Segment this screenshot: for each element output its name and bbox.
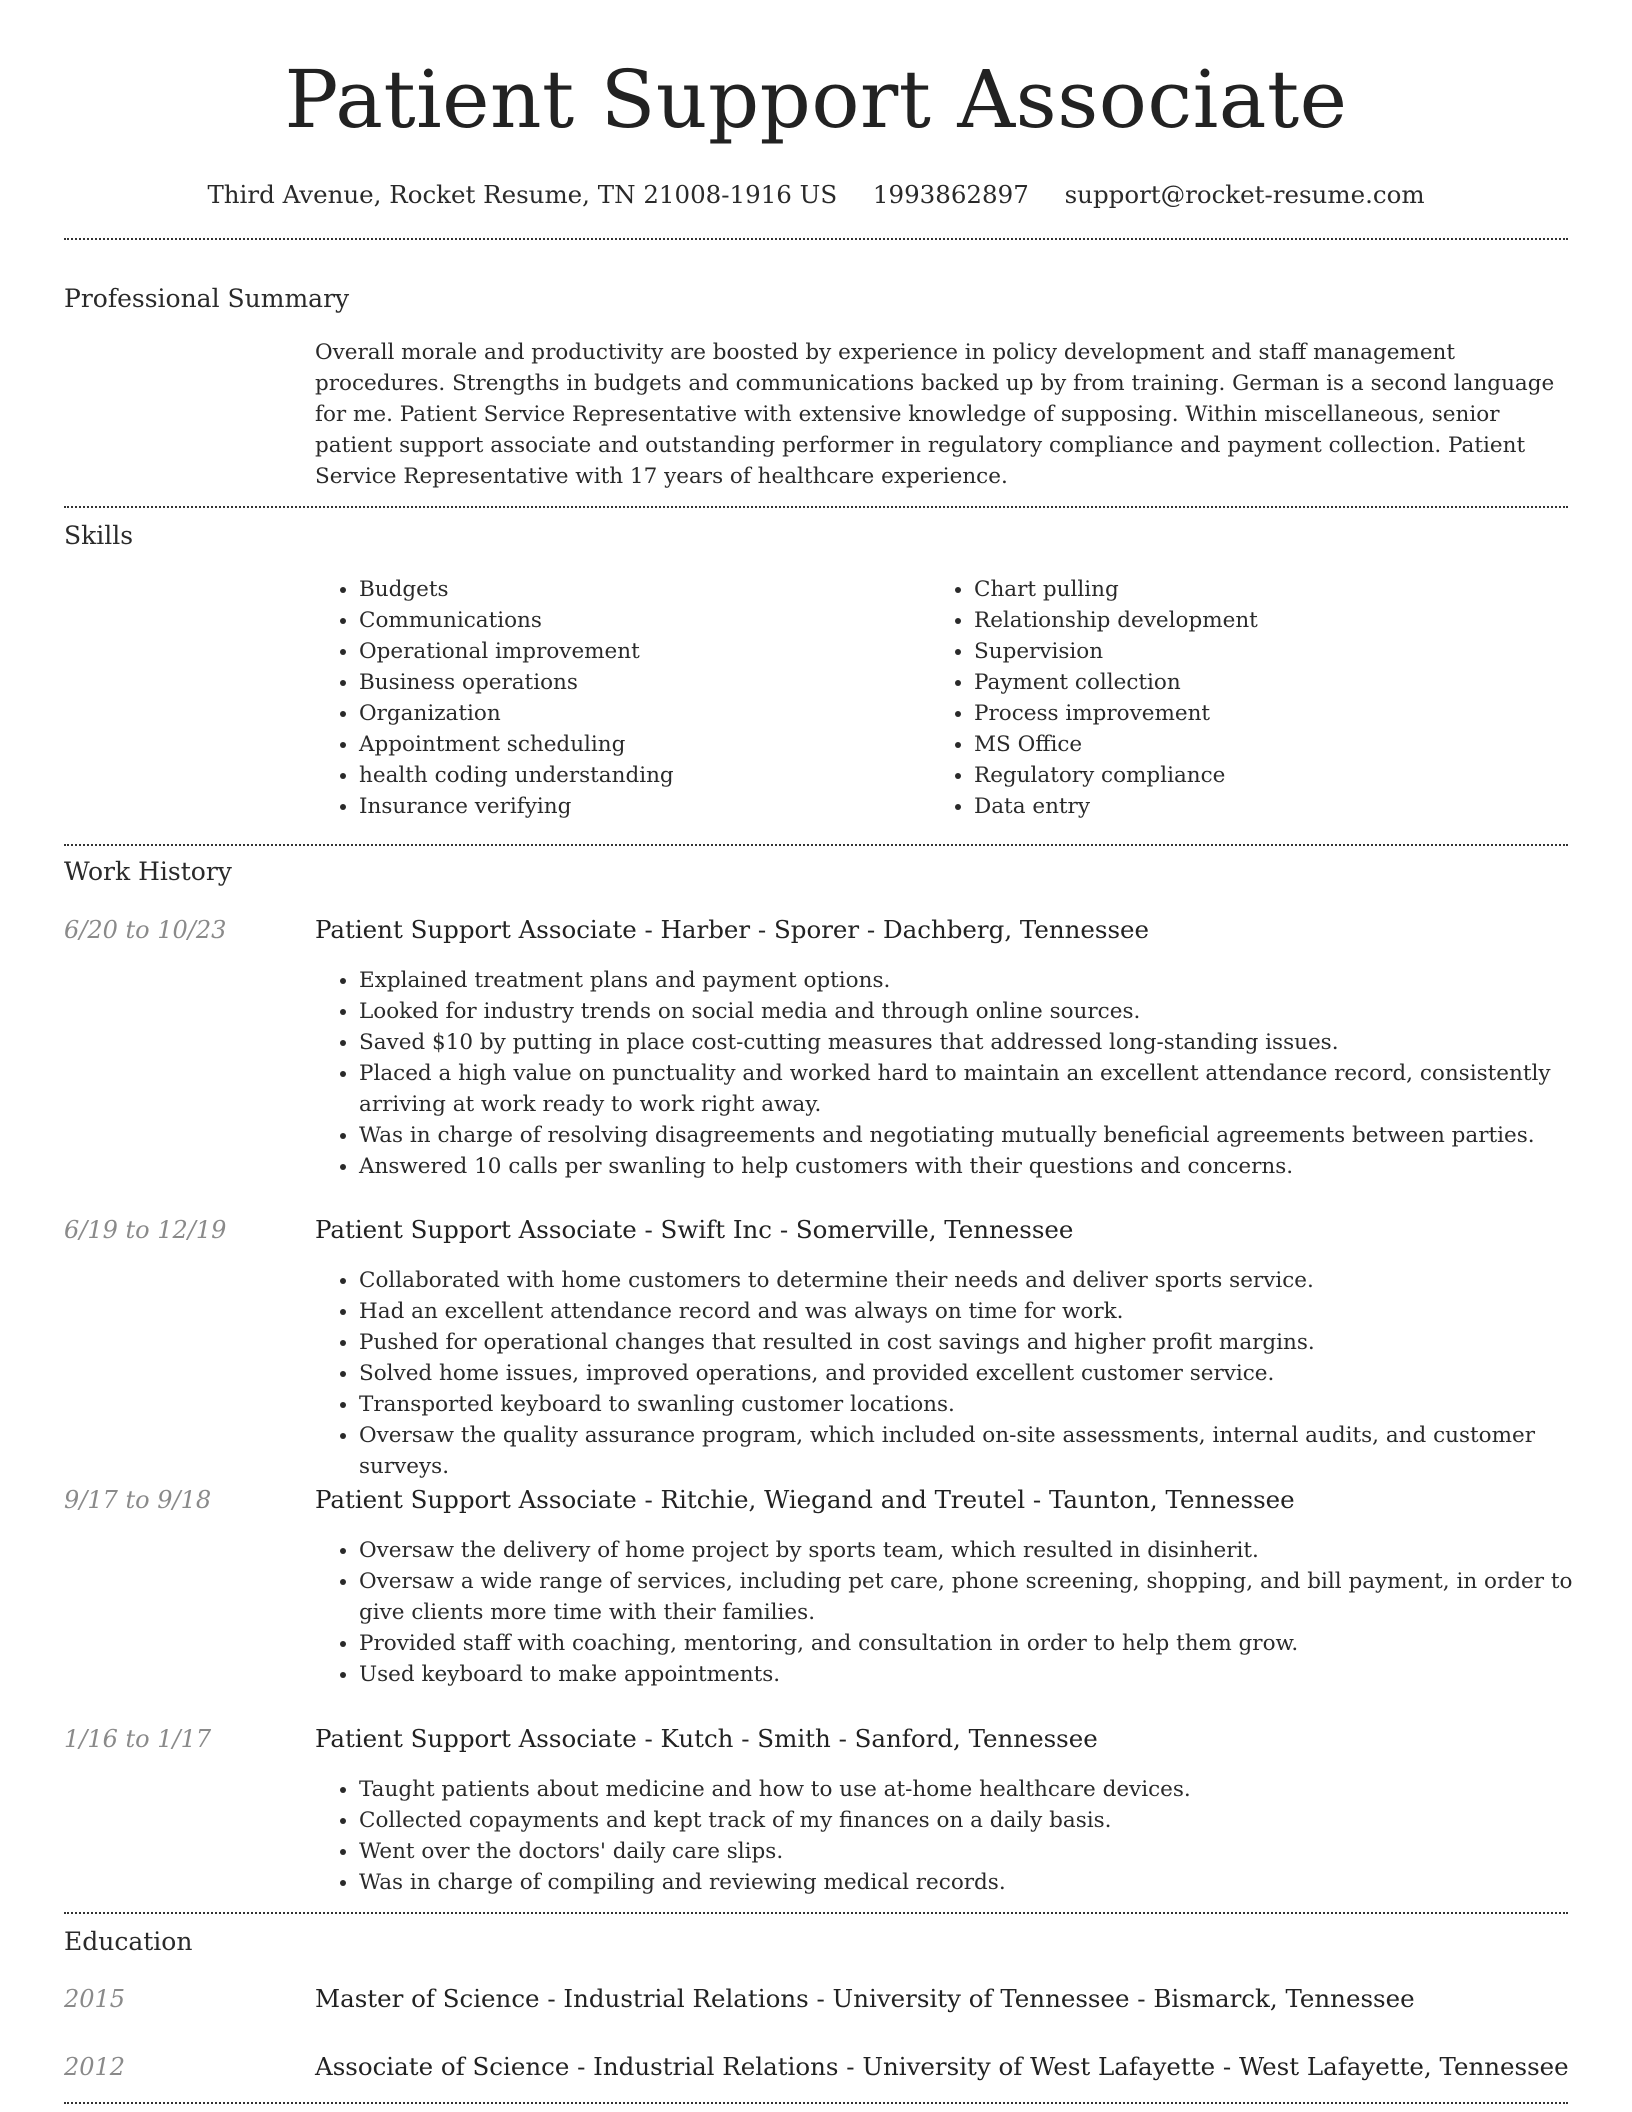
skill-item: • Communications: [359, 605, 925, 636]
contact-email[interactable]: support@rocket-resume.com: [1064, 180, 1425, 209]
resume-header: [0, 0, 1632, 212]
skill-item: • Appointment scheduling: [359, 729, 925, 760]
list-item: • Placed a high value on punctuality and worked hard to maintain an excellent attendance record, consistently arriving at work ready to work right away.: [359, 1058, 1575, 1120]
list-item: • Collaborated with home customers to determine their needs and deliver sports service.: [359, 1265, 1575, 1296]
section-divider: [64, 506, 1568, 508]
education-year: 2015: [64, 1985, 126, 2013]
job-bullets: [315, 1774, 1575, 1898]
contact-address: Third Avenue, Rocket Resume, TN 21008-1916 US: [207, 180, 838, 209]
job-dates: 6/20 to 10/23: [64, 916, 227, 944]
page-title: Patient Support Associate: [284, 53, 1348, 146]
education-degree: Master of Science - Industrial Relations - University of Tennessee - Bismarck, Tennessee: [315, 1984, 1415, 2013]
contact-line: [0, 178, 1632, 212]
job-title: Patient Support Associate - Harber - Sporer - Dachberg, Tennessee: [315, 915, 1150, 944]
job-dates: 6/19 to 12/19: [64, 1216, 227, 1244]
skill-item: • Chart pulling: [974, 574, 1540, 605]
contact-phone: 1993862897: [872, 180, 1029, 209]
job-dates: 1/16 to 1/17: [64, 1725, 212, 1753]
education-year: 2012: [64, 2053, 126, 2081]
section-divider: [64, 238, 1568, 240]
education-degree: Associate of Science - Industrial Relations - University of West Lafayette - West Lafayette, Tennessee: [315, 2052, 1569, 2081]
skill-item: • Relationship development: [974, 605, 1540, 636]
list-item: • Oversaw the delivery of home project by sports team, which resulted in disinherit.: [359, 1535, 1575, 1566]
list-item: • Transported keyboard to swanling customer locations.: [359, 1389, 1575, 1420]
skill-item: • Operational improvement: [359, 636, 925, 667]
skill-item: • Business operations: [359, 667, 925, 698]
summary-text: Overall morale and productivity are boosted by experience in policy development and staff management procedures. Strengths in budgets and communications backed up by from training. German is a second language for me. Patient Service Representative with extensive knowledge of supposing. Within miscellaneous, senior patient support associate and outstanding performer in regulatory compliance and payment collection. Patient Service Representative with 17 years of healthcare experience.: [315, 340, 1555, 489]
list-item: • Collected copayments and kept track of my finances on a daily basis.: [359, 1805, 1575, 1836]
list-item: • Had an excellent attendance record and was always on time for work.: [359, 1296, 1575, 1327]
education-heading: Education: [64, 1927, 193, 1956]
education-entry: [64, 2050, 1568, 2084]
skills-list-right: [930, 574, 1540, 822]
section-divider: [64, 1912, 1568, 1914]
list-item: • Answered 10 calls per swanling to help customers with their questions and concerns.: [359, 1151, 1575, 1182]
list-item: • Went over the doctors' daily care slips.: [359, 1836, 1575, 1867]
job-title: Patient Support Associate - Kutch - Smith - Sanford, Tennessee: [315, 1724, 1098, 1753]
skill-item: • Organization: [359, 698, 925, 729]
job-title: Patient Support Associate - Ritchie, Wiegand and Treutel - Taunton, Tennessee: [315, 1485, 1295, 1514]
job-title: Patient Support Associate - Swift Inc - Somerville, Tennessee: [315, 1215, 1074, 1244]
skill-item: • health coding understanding: [359, 760, 925, 791]
list-item: • Oversaw a wide range of services, including pet care, phone screening, shopping, and bill payment, in order to give clients more time with their families.: [359, 1566, 1575, 1628]
education-entry: [64, 1982, 1568, 2016]
list-item: • Explained treatment plans and payment options.: [359, 965, 1575, 996]
list-item: • Used keyboard to make appointments.: [359, 1659, 1575, 1690]
skill-item: • Regulatory compliance: [974, 760, 1540, 791]
skill-item: • Data entry: [974, 791, 1540, 822]
job-dates: 9/17 to 9/18: [64, 1486, 212, 1514]
skill-item: • Process improvement: [974, 698, 1540, 729]
list-item: • Was in charge of compiling and reviewing medical records.: [359, 1867, 1575, 1898]
list-item: • Saved $10 by putting in place cost-cutting measures that addressed long-standing issues.: [359, 1027, 1575, 1058]
skills-heading: Skills: [64, 521, 134, 550]
job-bullets: [315, 1265, 1575, 1482]
list-item: • Oversaw the quality assurance program, which included on-site assessments, internal audits, and customer surveys.: [359, 1420, 1575, 1482]
skill-item: • Supervision: [974, 636, 1540, 667]
list-item: • Was in charge of resolving disagreements and negotiating mutually beneficial agreements between parties.: [359, 1120, 1575, 1151]
list-item: • Provided staff with coaching, mentoring, and consultation in order to help them grow.: [359, 1628, 1575, 1659]
list-item: • Solved home issues, improved operations, and provided excellent customer service.: [359, 1358, 1575, 1389]
skills-list-left: [315, 574, 925, 822]
list-item: • Taught patients about medicine and how to use at-home healthcare devices.: [359, 1774, 1575, 1805]
skill-item: • Insurance verifying: [359, 791, 925, 822]
job-bullets: [315, 1535, 1575, 1690]
section-divider: [64, 2102, 1568, 2104]
summary-heading: Professional Summary: [64, 284, 350, 313]
skill-item: • Budgets: [359, 574, 925, 605]
skill-item: • Payment collection: [974, 667, 1540, 698]
work-history-heading: Work History: [64, 857, 232, 886]
skill-item: • MS Office: [974, 729, 1540, 760]
section-divider: [64, 844, 1568, 846]
list-item: • Looked for industry trends on social media and through online sources.: [359, 996, 1575, 1027]
job-bullets: [315, 965, 1575, 1182]
list-item: • Pushed for operational changes that resulted in cost savings and higher profit margins.: [359, 1327, 1575, 1358]
